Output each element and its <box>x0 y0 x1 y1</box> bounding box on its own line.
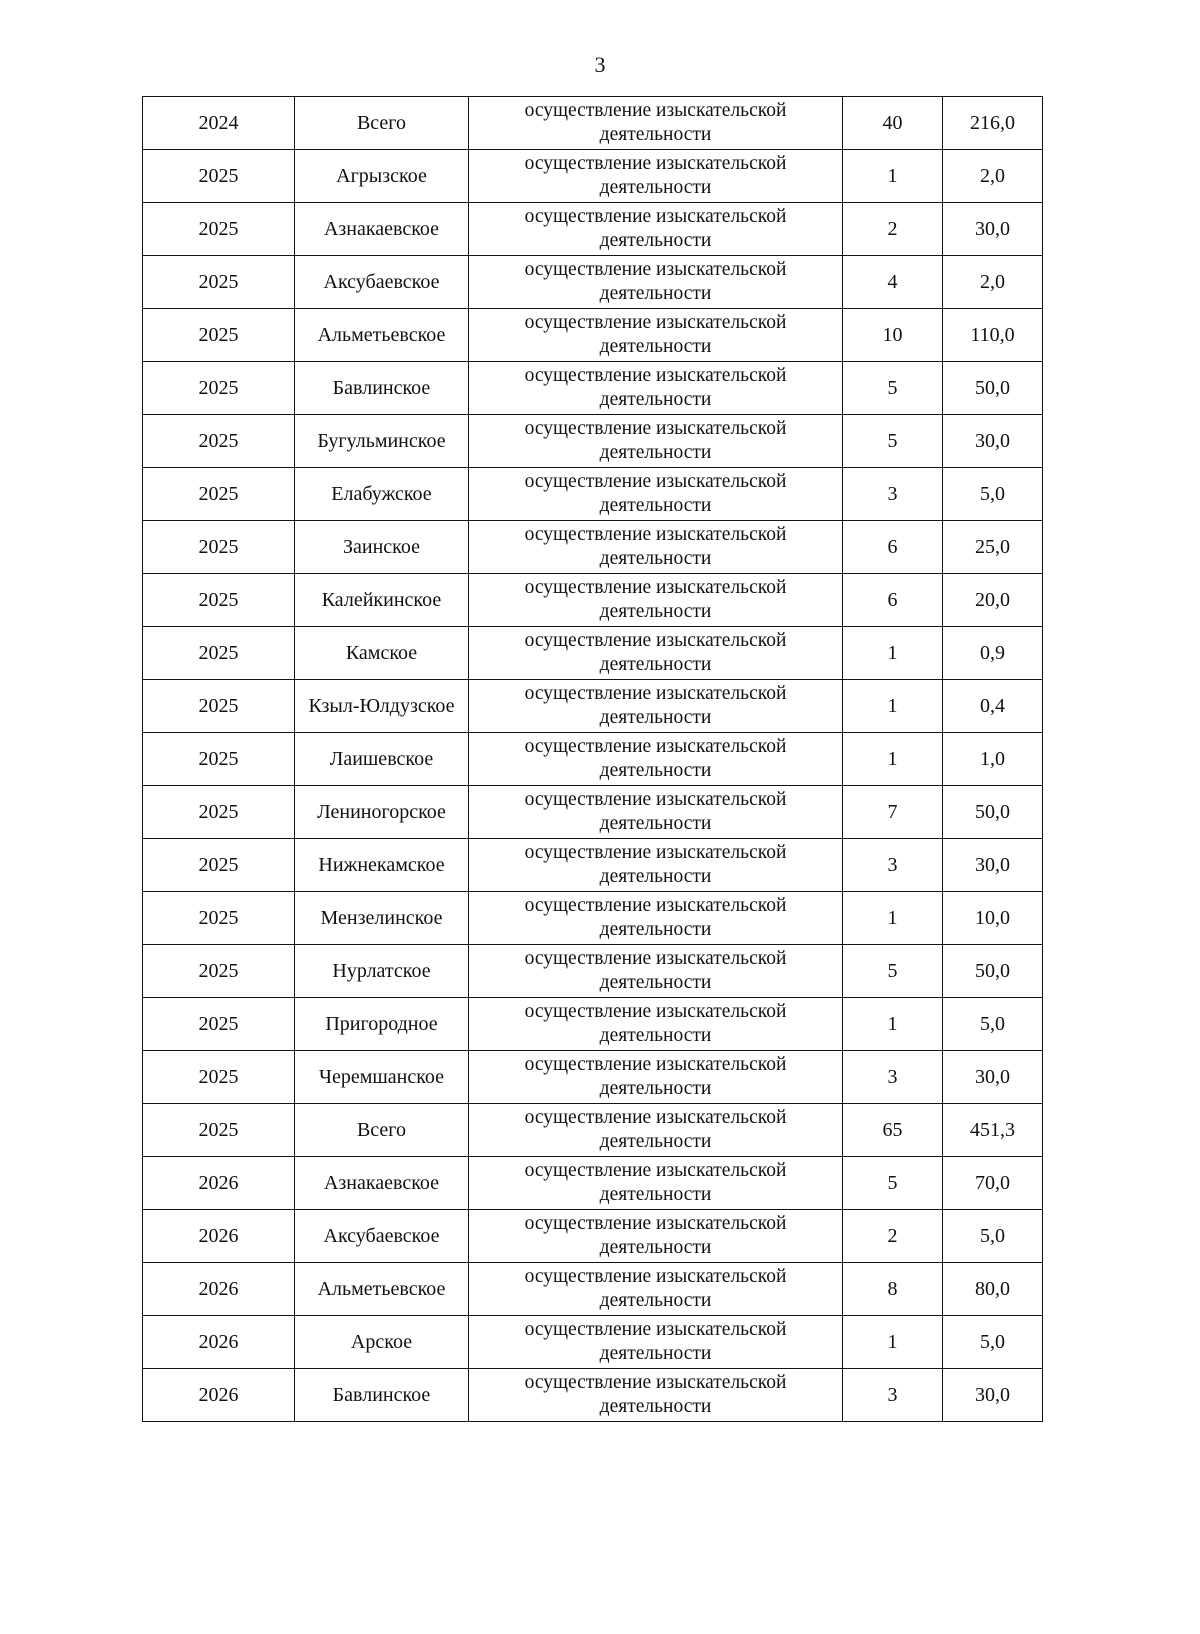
data-table <box>142 96 1043 1422</box>
count-cell: 3 <box>843 1051 943 1104</box>
count-cell: 1 <box>843 150 943 203</box>
district-cell: Нурлатское <box>295 945 469 998</box>
year-cell: 2025 <box>143 415 295 468</box>
amount-cell: 50,0 <box>943 362 1043 415</box>
district-cell: Аксубаевское <box>295 256 469 309</box>
activity-cell: осуществление изыскательской деятельности <box>469 97 843 150</box>
amount-cell: 30,0 <box>943 1369 1043 1422</box>
amount-cell: 451,3 <box>943 1104 1043 1157</box>
activity-cell: осуществление изыскательской деятельности <box>469 574 843 627</box>
amount-cell: 5,0 <box>943 468 1043 521</box>
year-cell: 2025 <box>143 256 295 309</box>
table-row <box>143 1210 1043 1263</box>
year-cell: 2025 <box>143 1104 295 1157</box>
amount-cell: 5,0 <box>943 1210 1043 1263</box>
year-cell: 2025 <box>143 998 295 1051</box>
district-cell: Альметьевское <box>295 309 469 362</box>
activity-cell: осуществление изыскательской деятельности <box>469 309 843 362</box>
amount-cell: 110,0 <box>943 309 1043 362</box>
district-cell: Бавлинское <box>295 1369 469 1422</box>
table-row <box>143 1104 1043 1157</box>
amount-cell: 10,0 <box>943 892 1043 945</box>
year-cell: 2025 <box>143 203 295 256</box>
district-cell: Всего <box>295 97 469 150</box>
year-cell: 2025 <box>143 468 295 521</box>
year-cell: 2025 <box>143 945 295 998</box>
activity-cell: осуществление изыскательской деятельности <box>469 1369 843 1422</box>
amount-cell: 216,0 <box>943 97 1043 150</box>
activity-cell: осуществление изыскательской деятельности <box>469 839 843 892</box>
table-row <box>143 733 1043 786</box>
count-cell: 1 <box>843 680 943 733</box>
year-cell: 2026 <box>143 1369 295 1422</box>
district-cell: Лаишевское <box>295 733 469 786</box>
count-cell: 3 <box>843 839 943 892</box>
count-cell: 2 <box>843 1210 943 1263</box>
amount-cell: 70,0 <box>943 1157 1043 1210</box>
count-cell: 10 <box>843 309 943 362</box>
amount-cell: 80,0 <box>943 1263 1043 1316</box>
district-cell: Азнакаевское <box>295 203 469 256</box>
table-row <box>143 892 1043 945</box>
district-cell: Всего <box>295 1104 469 1157</box>
amount-cell: 30,0 <box>943 203 1043 256</box>
count-cell: 1 <box>843 733 943 786</box>
table-row <box>143 786 1043 839</box>
table-row <box>143 362 1043 415</box>
table-row <box>143 574 1043 627</box>
year-cell: 2025 <box>143 150 295 203</box>
amount-cell: 25,0 <box>943 521 1043 574</box>
count-cell: 6 <box>843 574 943 627</box>
activity-cell: осуществление изыскательской деятельности <box>469 256 843 309</box>
table-row <box>143 203 1043 256</box>
amount-cell: 2,0 <box>943 150 1043 203</box>
year-cell: 2026 <box>143 1210 295 1263</box>
count-cell: 6 <box>843 521 943 574</box>
amount-cell: 50,0 <box>943 945 1043 998</box>
count-cell: 3 <box>843 468 943 521</box>
count-cell: 8 <box>843 1263 943 1316</box>
count-cell: 7 <box>843 786 943 839</box>
activity-cell: осуществление изыскательской деятельности <box>469 521 843 574</box>
district-cell: Кзыл-Юлдузское <box>295 680 469 733</box>
activity-cell: осуществление изыскательской деятельности <box>469 1210 843 1263</box>
activity-cell: осуществление изыскательской деятельности <box>469 1316 843 1369</box>
activity-cell: осуществление изыскательской деятельности <box>469 786 843 839</box>
table-row <box>143 415 1043 468</box>
year-cell: 2025 <box>143 839 295 892</box>
activity-cell: осуществление изыскательской деятельности <box>469 150 843 203</box>
amount-cell: 30,0 <box>943 1051 1043 1104</box>
count-cell: 65 <box>843 1104 943 1157</box>
table-row <box>143 998 1043 1051</box>
table-row <box>143 627 1043 680</box>
activity-cell: осуществление изыскательской деятельности <box>469 1051 843 1104</box>
count-cell: 1 <box>843 892 943 945</box>
count-cell: 5 <box>843 415 943 468</box>
count-cell: 5 <box>843 945 943 998</box>
amount-cell: 0,4 <box>943 680 1043 733</box>
amount-cell: 2,0 <box>943 256 1043 309</box>
page-number: 3 <box>594 52 606 77</box>
activity-cell: осуществление изыскательской деятельности <box>469 1263 843 1316</box>
district-cell: Пригородное <box>295 998 469 1051</box>
amount-cell: 5,0 <box>943 1316 1043 1369</box>
table-row <box>143 1051 1043 1104</box>
activity-cell: осуществление изыскательской деятельности <box>469 203 843 256</box>
amount-cell: 30,0 <box>943 415 1043 468</box>
district-cell: Бугульминское <box>295 415 469 468</box>
district-cell: Черемшанское <box>295 1051 469 1104</box>
count-cell: 1 <box>843 998 943 1051</box>
year-cell: 2025 <box>143 733 295 786</box>
count-cell: 1 <box>843 627 943 680</box>
count-cell: 2 <box>843 203 943 256</box>
activity-cell: осуществление изыскательской деятельности <box>469 1104 843 1157</box>
table-row <box>143 521 1043 574</box>
year-cell: 2025 <box>143 680 295 733</box>
table-row <box>143 1369 1043 1422</box>
activity-cell: осуществление изыскательской деятельности <box>469 415 843 468</box>
count-cell: 3 <box>843 1369 943 1422</box>
district-cell: Альметьевское <box>295 1263 469 1316</box>
activity-cell: осуществление изыскательской деятельности <box>469 627 843 680</box>
year-cell: 2025 <box>143 786 295 839</box>
district-cell: Елабужское <box>295 468 469 521</box>
table-row <box>143 150 1043 203</box>
activity-cell: осуществление изыскательской деятельности <box>469 733 843 786</box>
activity-cell: осуществление изыскательской деятельности <box>469 1157 843 1210</box>
count-cell: 4 <box>843 256 943 309</box>
amount-cell: 5,0 <box>943 998 1043 1051</box>
table-row <box>143 1263 1043 1316</box>
table-row <box>143 309 1043 362</box>
amount-cell: 20,0 <box>943 574 1043 627</box>
count-cell: 5 <box>843 1157 943 1210</box>
data-table-container <box>142 96 1042 1422</box>
table-row <box>143 1157 1043 1210</box>
year-cell: 2025 <box>143 309 295 362</box>
table-row <box>143 97 1043 150</box>
activity-cell: осуществление изыскательской деятельности <box>469 998 843 1051</box>
amount-cell: 50,0 <box>943 786 1043 839</box>
amount-cell: 0,9 <box>943 627 1043 680</box>
activity-cell: осуществление изыскательской деятельности <box>469 680 843 733</box>
district-cell: Аксубаевское <box>295 1210 469 1263</box>
table-row <box>143 468 1043 521</box>
activity-cell: осуществление изыскательской деятельности <box>469 945 843 998</box>
district-cell: Азнакаевское <box>295 1157 469 1210</box>
table-row <box>143 839 1043 892</box>
year-cell: 2025 <box>143 521 295 574</box>
district-cell: Заинское <box>295 521 469 574</box>
year-cell: 2025 <box>143 362 295 415</box>
count-cell: 40 <box>843 97 943 150</box>
year-cell: 2025 <box>143 892 295 945</box>
activity-cell: осуществление изыскательской деятельности <box>469 468 843 521</box>
activity-cell: осуществление изыскательской деятельности <box>469 362 843 415</box>
table-row <box>143 256 1043 309</box>
year-cell: 2025 <box>143 627 295 680</box>
district-cell: Бавлинское <box>295 362 469 415</box>
table-row <box>143 680 1043 733</box>
year-cell: 2024 <box>143 97 295 150</box>
count-cell: 1 <box>843 1316 943 1369</box>
year-cell: 2026 <box>143 1316 295 1369</box>
amount-cell: 1,0 <box>943 733 1043 786</box>
district-cell: Мензелинское <box>295 892 469 945</box>
count-cell: 5 <box>843 362 943 415</box>
year-cell: 2025 <box>143 1051 295 1104</box>
district-cell: Арское <box>295 1316 469 1369</box>
district-cell: Лениногорское <box>295 786 469 839</box>
table-row <box>143 945 1043 998</box>
year-cell: 2025 <box>143 574 295 627</box>
activity-cell: осуществление изыскательской деятельности <box>469 892 843 945</box>
table-row <box>143 1316 1043 1369</box>
district-cell: Камское <box>295 627 469 680</box>
amount-cell: 30,0 <box>943 839 1043 892</box>
year-cell: 2026 <box>143 1263 295 1316</box>
district-cell: Калейкинское <box>295 574 469 627</box>
year-cell: 2026 <box>143 1157 295 1210</box>
district-cell: Агрызское <box>295 150 469 203</box>
district-cell: Нижнекамское <box>295 839 469 892</box>
